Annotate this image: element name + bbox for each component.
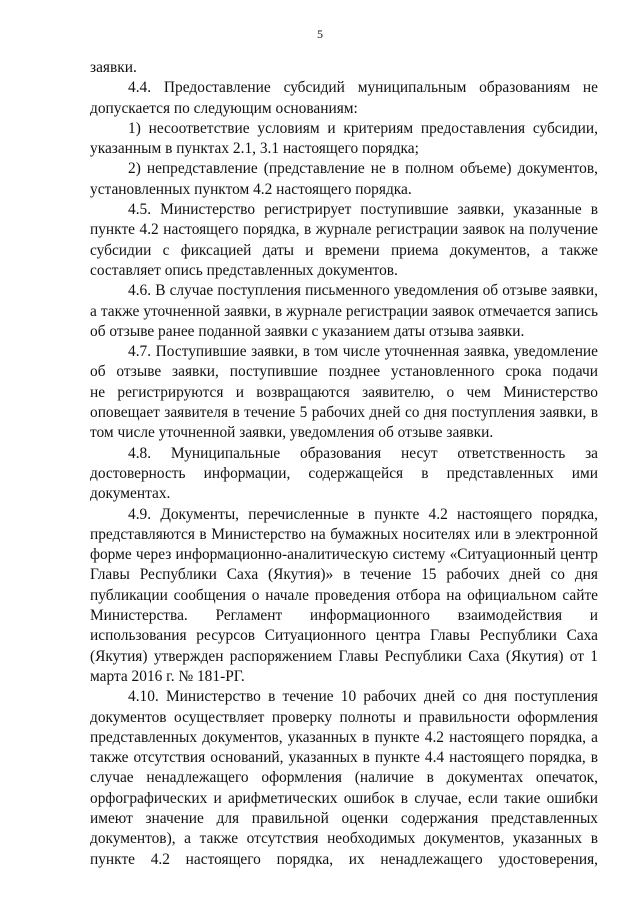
text-line: также отсутствия оснований, указанных в пункте 4.4 настоящего порядка, в <box>90 749 598 767</box>
page-number: 5 <box>317 27 323 41</box>
text-line: указанным в пунктах 2.1, 3.1 настоящего порядка; <box>90 140 419 158</box>
text-line: имеют значение для правильной оценки содержания представленных <box>90 809 598 827</box>
text-line: документов), а также отсутствия необходимых документов, указанных в <box>90 830 598 848</box>
text-line: представляются в Министерство на бумажных носителях или в электронной <box>90 525 598 543</box>
document-body <box>90 58 598 870</box>
text-line: представленных документов, указанных в пункте 4.2 настоящего порядка, а <box>90 728 598 746</box>
text-line: 2) непредставление (представление не в полном объеме) документов, <box>128 160 598 178</box>
text-line: допускается по следующим основаниям: <box>90 99 358 117</box>
text-line: документов осуществляет проверку полноты и правильности оформления <box>90 708 598 726</box>
text-line: 4.9. Документы, перечисленные в пункте 4.2 настоящего порядка, <box>128 505 598 523</box>
text-line: установленных пунктом 4.2 настоящего порядка. <box>90 180 412 198</box>
text-line: не регистрируются и возвращаются заявителю, о чем Министерство <box>90 383 598 401</box>
text-line: пункте 4.2 настоящего порядка, их ненадлежащего удостоверения, <box>90 850 598 868</box>
text-line: 4.10. Министерство в течение 10 рабочих дней со дня поступления <box>128 688 598 706</box>
text-line: 4.6. В случае поступления письменного уведомления об отзыве заявки, <box>128 282 598 300</box>
text-line: форме через информационно-аналитическую систему «Ситуационный центр <box>90 546 598 564</box>
text-line: орфографических и арифметических ошибок в случае, если такие ошибки <box>90 789 598 807</box>
text-line: об отзыве заявки, поступившие позднее установленного срока подачи <box>90 363 598 381</box>
text-line: 4.4. Предоставление субсидий муниципальным образованиям не <box>128 79 598 97</box>
text-line: случае ненадлежащего оформления (наличие в документах опечаток, <box>90 769 598 787</box>
text-line: достоверность информации, содержащейся в представленных ими <box>90 464 598 482</box>
text-line: а также уточненной заявки, в журнале регистрации заявок отмечается запись <box>90 302 598 320</box>
text-line: использования ресурсов Ситуационного центра Главы Республики Саха <box>90 627 598 645</box>
text-line: документах. <box>90 485 171 503</box>
text-line: 1) несоответствие условиям и критериям предоставления субсидии, <box>128 119 598 137</box>
text-line: 4.8. Муниципальные образования несут ответственность за <box>128 444 598 462</box>
text-line: Главы Республики Саха (Якутия)» в течение 15 рабочих дней со дня <box>90 566 598 584</box>
text-line: об отзыве ранее поданной заявки с указанием даты отзыва заявки. <box>90 322 525 340</box>
text-line: субсидии с фиксацией даты и времени приема документов, а также <box>90 241 598 259</box>
text-line: составляет опись представленных документов. <box>90 261 398 279</box>
text-line: пункте 4.2 настоящего порядка, в журнале регистрации заявок на получение <box>90 221 598 239</box>
text-line: 4.7. Поступившие заявки, в том числе уточненная заявка, уведомление <box>128 343 598 361</box>
text-line: оповещает заявителя в течение 5 рабочих дней со дня поступления заявки, в <box>90 404 598 422</box>
text-line: публикации сообщения о начале проведения отбора на официальном сайте <box>90 586 598 604</box>
text-line: (Якутия) утвержден распоряжением Главы Республики Саха (Якутия) от 1 <box>90 647 598 665</box>
text-line: том числе уточненной заявки, уведомления об отзыве заявки. <box>90 424 494 442</box>
text-line: заявки. <box>90 59 137 76</box>
text-line: 4.5. Министерство регистрирует поступившие заявки, указанные в <box>128 201 598 219</box>
text-line: марта 2016 г. № 181-РГ. <box>90 667 245 685</box>
text-line: Министерства. Регламент информационного взаимодействия и <box>90 607 598 625</box>
